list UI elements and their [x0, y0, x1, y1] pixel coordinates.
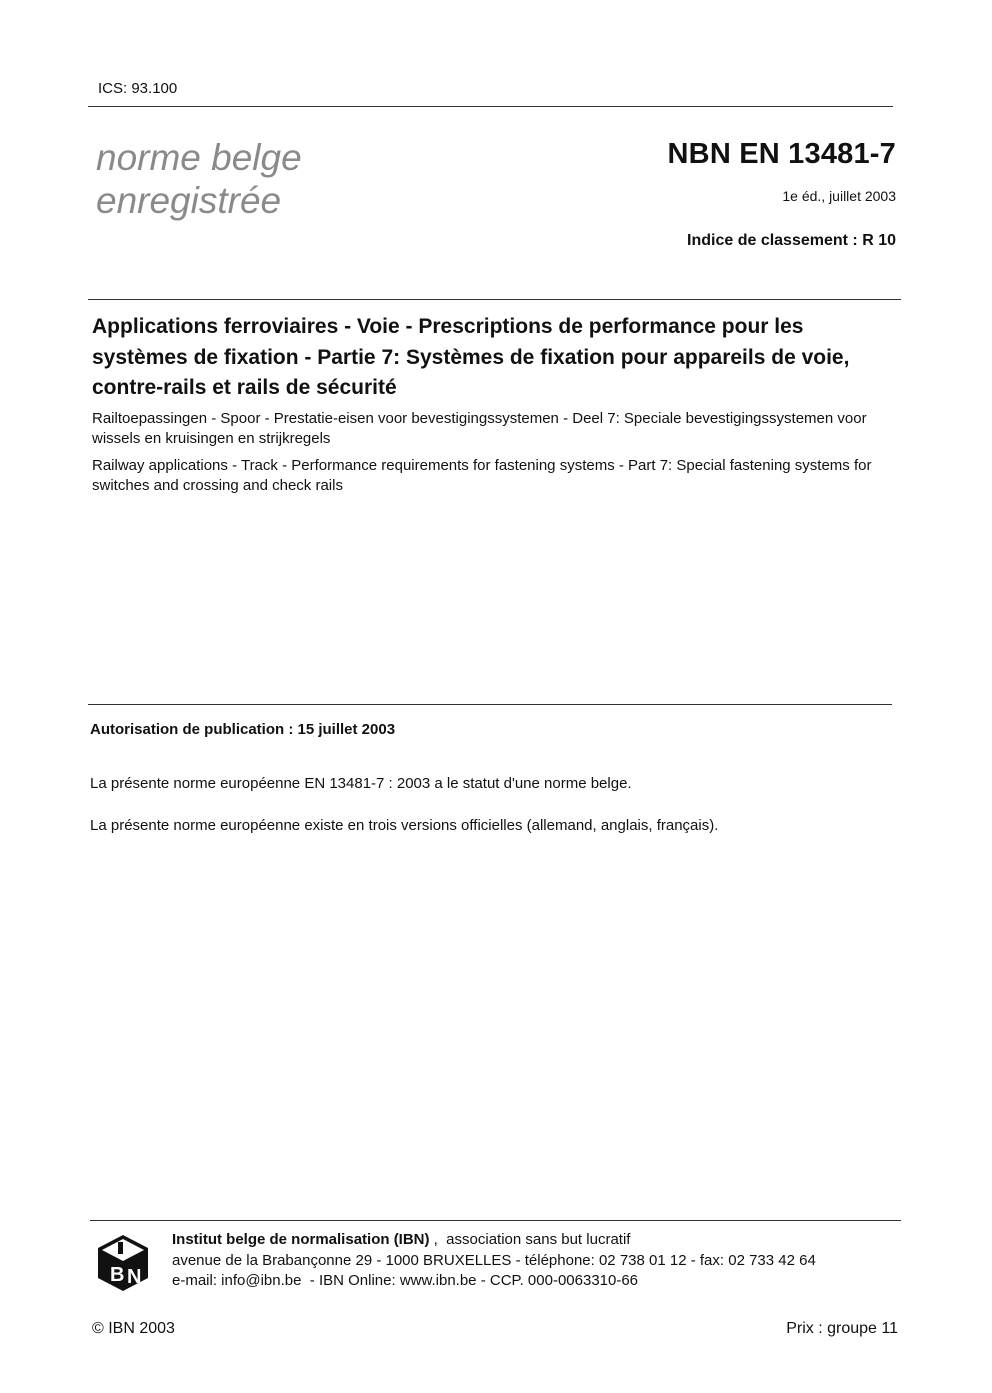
document-code: NBN EN 13481-7 — [667, 138, 896, 170]
svg-text:N: N — [127, 1266, 142, 1288]
title-dutch: Railtoepassingen - Spoor - Prestatie-eisen voor bevestigingssystemen - Deel 7: Speciale bevestigingssystemen voor wissels en kruisingen en strijkregels — [92, 410, 867, 447]
price-group: Prix : groupe 11 — [786, 1320, 898, 1337]
institute-line — [172, 1231, 630, 1248]
copyright-notice: © IBN 2003 — [92, 1320, 175, 1337]
institute-suffix: , association sans but lucratif — [429, 1231, 631, 1248]
title-rule — [88, 299, 901, 300]
classification-index: Indice de classement : R 10 — [687, 232, 896, 249]
institute-address: avenue de la Brabançonne 29 - 1000 BRUXELLES - téléphone: 02 738 01 12 - fax: 02 733 42 64 — [172, 1252, 816, 1269]
status-paragraph: La présente norme européenne EN 13481-7 : 2003 a le statut d'une norme belge. — [90, 775, 632, 792]
authorization-rule — [88, 704, 892, 705]
svg-text:B: B — [110, 1264, 125, 1286]
ibn-logo — [96, 1234, 150, 1292]
versions-paragraph: La présente norme européenne existe en trois versions officielles (allemand, anglais, français). — [90, 817, 719, 834]
authorization-date: Autorisation de publication : 15 juillet 2003 — [90, 721, 396, 738]
brand-line-1: norme belge — [96, 137, 302, 178]
footer-rule — [90, 1220, 901, 1221]
brand-line-2: enregistrée — [96, 180, 282, 221]
institute-contact: e-mail: info@ibn.be - IBN Online: www.ibn.be - CCP. 000-0063310-66 — [172, 1272, 639, 1289]
institute-name: Institut belge de normalisation (IBN) — [172, 1231, 430, 1248]
top-rule — [88, 106, 893, 107]
ics-code: ICS: 93.100 — [98, 80, 178, 97]
brand-heading — [96, 136, 302, 222]
edition-date: 1e éd., juillet 2003 — [782, 188, 896, 204]
title-english: Railway applications - Track - Performance requirements for fastening systems - Part 7: Special fastening systems for switches and crossing and check rails — [92, 457, 872, 494]
title-french: Applications ferroviaires - Voie - Prescriptions de performance pour les systèmes de fixation - Partie 7: Systèmes de fixation pour appareils de voie, contre-rails et rails de sécurité — [92, 315, 850, 399]
